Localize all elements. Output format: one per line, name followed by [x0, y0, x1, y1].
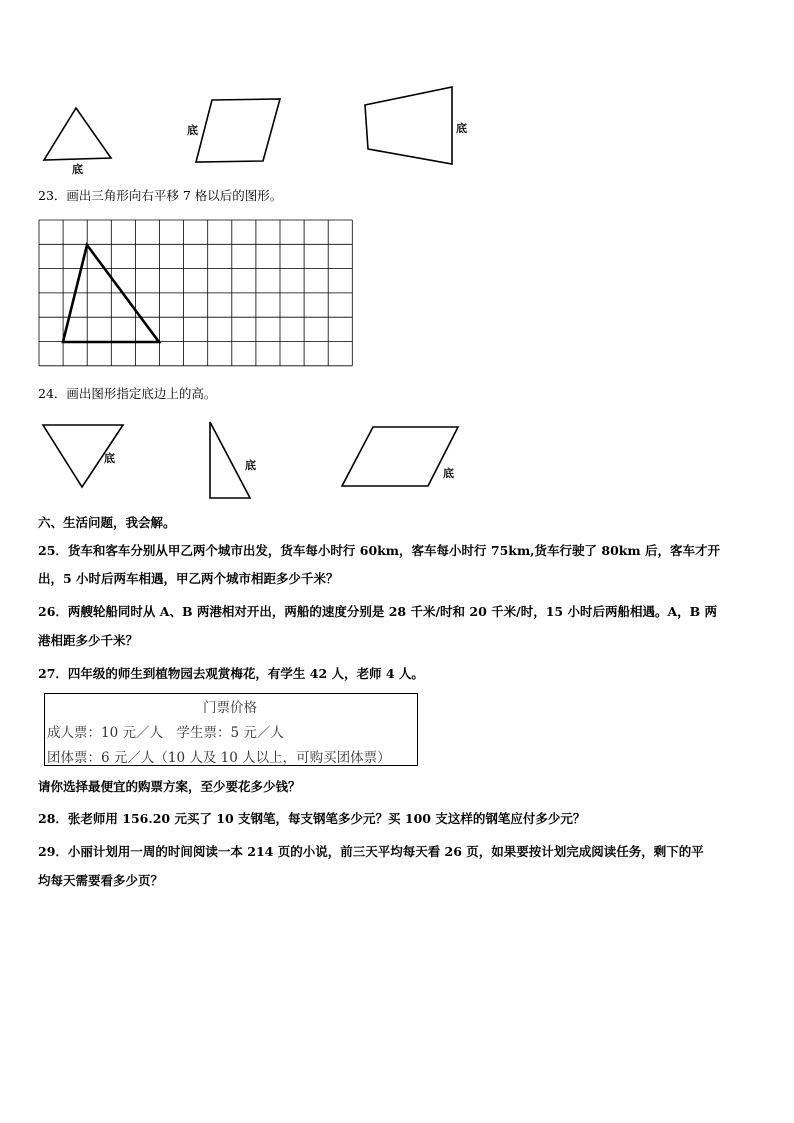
question-29-line1: 29．小丽计划用一周的时间阅读一本 214 页的小说，前三天平均每天看 26 页，如果要按计划完成阅读任务，剩下的平 [38, 844, 704, 859]
parallelogram-base-label: 底 [187, 124, 198, 137]
parallelogram-2-shape [342, 427, 458, 486]
question-27-ask: 请你选择最便宜的购票方案，至少要花多少钱？ [38, 779, 301, 794]
question-27: 27．四年级的师生到植物园去观赏梅花，有学生 42 人，老师 4 人。 [38, 666, 424, 681]
question-23: 23．画出三角形向右平移 7 格以后的图形。 [38, 188, 283, 203]
inverted-triangle-shape [0, 0, 794, 510]
section-6-title: 六、生活问题，我会解。 [38, 515, 176, 530]
ticket-price-table [44, 693, 418, 766]
parallelogram-2-base-label: 底 [443, 467, 454, 480]
trapezoid-base-label: 底 [456, 122, 467, 135]
question-29-line2: 均每天需要看多少页？ [38, 873, 164, 888]
question-26-line2: 港相距多少千米？ [38, 633, 139, 648]
question-28: 28．张老师用 156.20 元买了 10 支钢笔，每支钢笔多少元？买 100 支这样的钢笔应付多少元？ [38, 811, 586, 826]
question-26-line1: 26．两艘轮船同时从 A、B 两港相对开出，两船的速度分别是 28 千米/时和 20 千米/时，15 小时后两船相遇。A，B 两 [38, 604, 718, 619]
right-triangle-base-label: 底 [245, 459, 256, 472]
right-triangle-shape [210, 422, 250, 498]
ticket-title: 门票价格 [203, 700, 257, 716]
ticket-row-1: 成人票：10 元／人 学生票：5 元／人 [47, 725, 284, 741]
ticket-row-2: 团体票：6 元／人（10 人及 10 人以上，可购买团体票） [47, 750, 391, 766]
question-25-line2: 出，5 小时后两车相遇，甲乙两个城市相距多少千米？ [38, 571, 339, 586]
triangle-base-label: 底 [72, 163, 83, 176]
question-24: 24．画出图形指定底边上的高。 [38, 386, 217, 401]
question-25-line1: 25．货车和客车分别从甲乙两个城市出发，货车每小时行 60km，客车每小时行 75km,货车行驶了 80km 后，客车才开 [38, 543, 721, 558]
inverted-triangle-base-label: 底 [104, 452, 115, 465]
